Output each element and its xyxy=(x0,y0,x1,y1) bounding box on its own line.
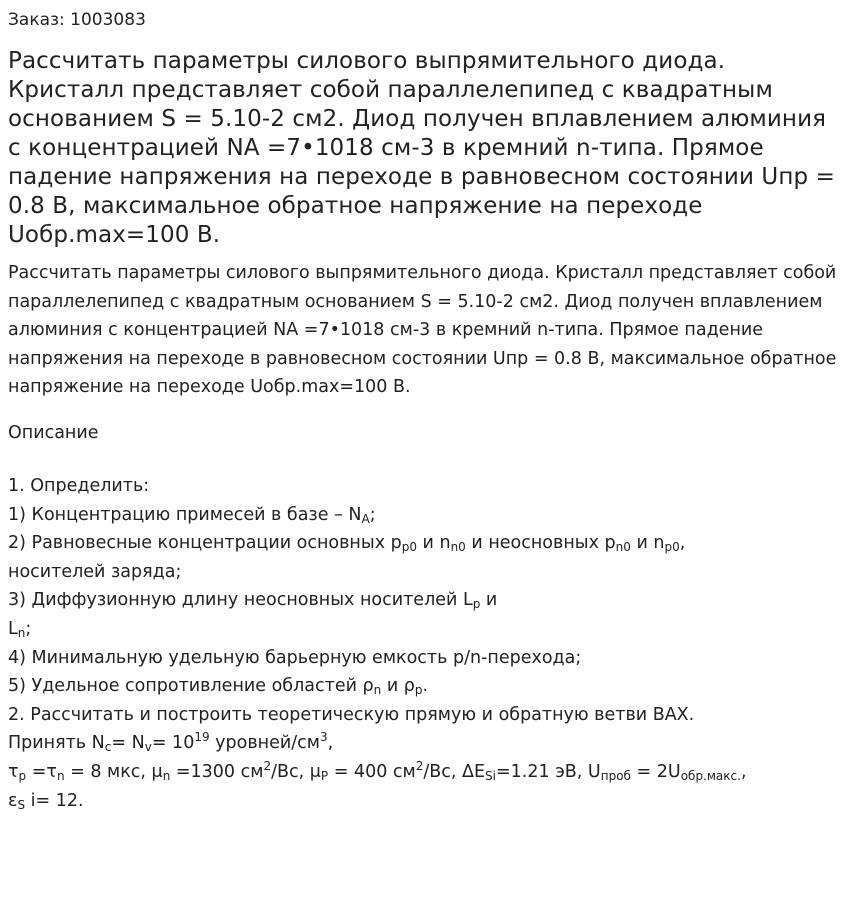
page-title: Рассчитать параметры силового выпрямительного диода. Кристалл представляет собой параллелепипед с квадратным основанием S = 5.10-2 см2. Диод получен вплавлением алюминия с концентрацией NA =7•1018 см-3 в кремний n-типа. Прямое падение напряжения на переходе в равновесном состоянии Uпр = 0.8 В, максимальное обратное напряжение на переходе Uобр.max=100 В. xyxy=(8,48,835,248)
body-line: 5) Удельное сопротивление областей $\rho_n$ и $\rho_p$. xyxy=(8,676,429,698)
body-line: $L_n$; xyxy=(8,618,32,640)
body-line: 2. Рассчитать и построить теоретическую прямую и обратную ветви ВАХ. xyxy=(8,704,695,725)
task-body xyxy=(8,472,839,815)
body-line: 4) Минимальную удельную барьерную емкость p/n-перехода; xyxy=(8,647,582,668)
order-number: Заказ: 1003083 xyxy=(8,10,146,30)
section-heading-description: Описание xyxy=(8,422,99,443)
body-line: носителей заряда; xyxy=(8,561,182,582)
body-line: 1. Определить: xyxy=(8,475,150,496)
body-line: $\tau_p =\tau_n = 8$ мкс, $\mu_n =1300$ $см^2/Вс$, $\mu_P = 400$ $см^2/Вс$, $\Delta E_{Si}=1.21$ эВ, $U_{проб} = 2U_{обр.макс.}$, xyxy=(8,758,747,783)
body-line: Принять $N_c= N_v= 10^{19}$ уровней/$см^3$, xyxy=(8,730,334,755)
body-line: 3) Диффузионную длину неосновных носителей $L_p$ и xyxy=(8,590,498,612)
task-description: Рассчитать параметры силового выпрямительного диода. Кристалл представляет собой параллелепипед с квадратным основанием S = 5.10-2 см2. Диод получен вплавлением алюминия с концентрацией NA =7•1018 см-3 в кремний n-типа. Прямое падение напряжения на переходе в равновесном состоянии Uпр = 0.8 В, максимальное обратное напряжение на переходе Uобр.max=100 В. xyxy=(8,263,837,398)
body-line: $\varepsilon_S$ i= 12. xyxy=(8,790,84,812)
body-line: 2) Равновесные концентрации основных $p_{p0}$ и $n_{n0}$ и неосновных $p_{n0}$ и $n_{p0}$, xyxy=(8,533,686,555)
body-line: 1) Концентрацию примесей в базе – $N_A$; xyxy=(8,504,376,526)
